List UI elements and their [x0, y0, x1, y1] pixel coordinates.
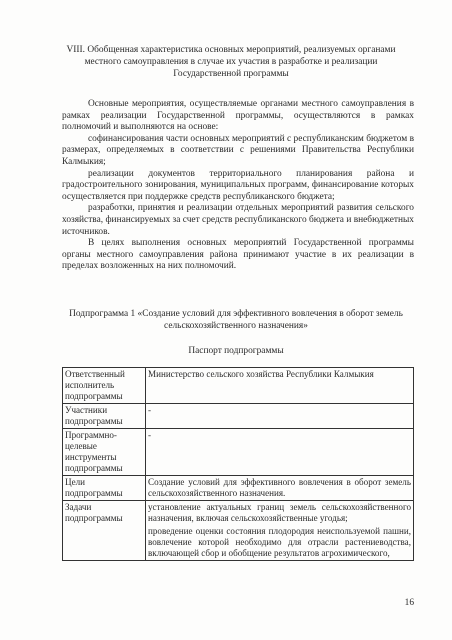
- table-row: [63, 404, 414, 429]
- paragraph: Основные мероприятия, осуществляемые органами местного самоуправления в рамках реализации Государственной программы, осуществляются в рамках полномочий и выполняются на основе:: [62, 99, 414, 133]
- row-value: -: [146, 404, 414, 429]
- table-row: [63, 368, 414, 404]
- paragraph: реализации документов территориального планирования района и градостроительного зонирования, муниципальных программ, финансирование которых осуществляется при поддержке средств республиканского бюджета;: [62, 168, 414, 202]
- table-row: [63, 429, 414, 476]
- passport-title: Паспорт подпрограммы: [188, 346, 284, 356]
- paragraph: софинансирования части основных мероприятий с республиканским бюджетом в размерах, определяемых в соответствии с решениями Правительства Республики Калмыкия;: [62, 133, 414, 167]
- row-label: Ответственный исполнитель подпрограммы: [63, 368, 146, 404]
- page-number: 16: [404, 598, 414, 608]
- row-label: Задачи подпрограммы: [63, 501, 146, 561]
- paragraph: В целях выполнения основных мероприятий Государственной программы органы местного самоуправления района принимают участие в их реализации в пределах возложенных на них полномочий.: [62, 238, 414, 272]
- row-label: Программно-целевые инструменты подпрограммы: [63, 429, 146, 476]
- row-value: Министерство сельского хозяйства Республики Калмыкия: [146, 368, 414, 404]
- row-label: Участники подпрограммы: [63, 404, 146, 429]
- section-heading: VIII. Обобщенная характеристика основных мероприятий, реализуемых органами местного самоуправления в случае их участия в разработке и реализации Государственной программы: [66, 45, 396, 80]
- row-value: Создание условий для эффективного вовлечения в оборот земель сельскохозяйственного назначения.: [146, 476, 414, 501]
- paragraph: разработки, принятия и реализации отдельных мероприятий развития сельского хозяйства, финансируемых за счет средств республиканского бюджета и внебюджетных источников.: [62, 203, 414, 237]
- subprogram-title: Подпрограмма 1 «Создание условий для эффективного вовлечения в оборот земель сельскохозяйственного назначения»: [69, 309, 403, 331]
- body-text: [62, 99, 414, 273]
- table-row: [63, 476, 414, 501]
- row-value: -: [146, 429, 414, 476]
- row-value: проведение оценки состояния плодородия неиспользуемой пашни, вовлечение которой необходимо для отрасли растениеводства, включающей сбор и обобщение результатов агрохимического,: [146, 525, 414, 561]
- row-value: установление актуальных границ земель сельскохозяйственного назначения, включая сельскохозяйственные угодья;: [146, 501, 414, 526]
- table-row: [63, 501, 414, 526]
- passport-table: [62, 367, 414, 561]
- row-label: Цели подпрограммы: [63, 476, 146, 501]
